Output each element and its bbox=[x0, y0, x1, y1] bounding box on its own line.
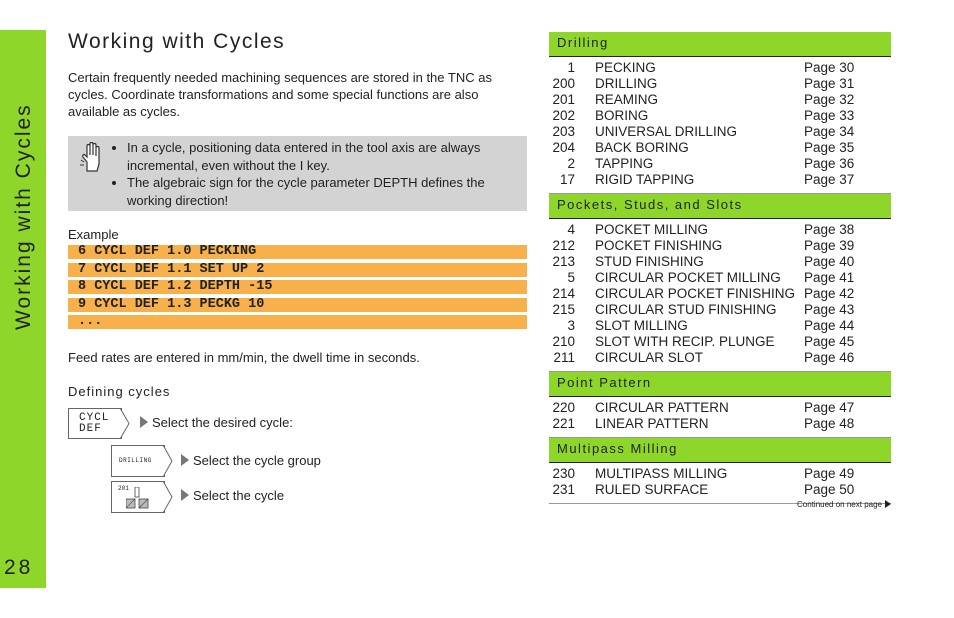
page-ref: Page 33 bbox=[804, 108, 855, 123]
table-row bbox=[549, 318, 891, 334]
step-arrow-icon bbox=[181, 454, 189, 466]
cycle-number: 201 bbox=[552, 92, 575, 107]
table-row bbox=[549, 254, 891, 270]
example-label: Example bbox=[68, 227, 119, 242]
cycle-number: 2 bbox=[567, 156, 575, 171]
page-ref: Page 44 bbox=[804, 318, 855, 333]
page-ref: Page 39 bbox=[804, 238, 855, 253]
cycle-name: TAPPING bbox=[595, 156, 654, 171]
cycle-201-label: 201 bbox=[118, 485, 129, 492]
table-row bbox=[549, 238, 891, 254]
key-arrow-icon bbox=[163, 481, 173, 513]
step-arrow-icon bbox=[181, 489, 189, 501]
cycl-def-key[interactable] bbox=[68, 408, 122, 439]
cycl-key-label-2: DEF bbox=[79, 423, 102, 435]
table-row bbox=[549, 222, 891, 238]
cycle-name: MULTIPASS MILLING bbox=[595, 466, 728, 481]
page-ref: Page 36 bbox=[804, 156, 855, 171]
cycle-name: LINEAR PATTERN bbox=[595, 416, 709, 431]
table-row bbox=[549, 156, 891, 172]
section-header: Multipass Milling bbox=[549, 438, 891, 463]
step-select-cycle-final: Select the cycle bbox=[181, 488, 284, 503]
cycle-number: 5 bbox=[567, 270, 575, 285]
code-block bbox=[68, 245, 527, 333]
cycle-number: 220 bbox=[552, 400, 575, 415]
step-select-cycle: Select the desired cycle: bbox=[140, 415, 293, 430]
table-row bbox=[549, 286, 891, 302]
page-number: 28 bbox=[4, 556, 34, 579]
page-ref: Page 42 bbox=[804, 286, 855, 301]
page-ref: Page 50 bbox=[804, 482, 855, 497]
cycle-table bbox=[549, 32, 891, 504]
table-row bbox=[549, 92, 891, 108]
cycle-number: 212 bbox=[552, 238, 575, 253]
page-title: Working with Cycles bbox=[68, 30, 286, 53]
cycle-name: DRILLING bbox=[595, 76, 658, 91]
table-row bbox=[549, 466, 891, 482]
table-row bbox=[549, 60, 891, 76]
cycle-number: 17 bbox=[559, 172, 575, 187]
table-row bbox=[549, 76, 891, 92]
section-rows bbox=[549, 463, 891, 504]
page-ref: Page 34 bbox=[804, 124, 855, 139]
section-rows bbox=[549, 397, 891, 438]
cycle-number: 204 bbox=[552, 140, 575, 155]
cycl-key-label-1: CYCL bbox=[79, 412, 110, 424]
cycle-number: 230 bbox=[552, 466, 575, 481]
step-arrow-icon bbox=[140, 416, 148, 428]
cycle-number: 200 bbox=[552, 76, 575, 91]
page-ref: Page 30 bbox=[804, 60, 855, 75]
cycle-number: 211 bbox=[553, 350, 575, 365]
table-row bbox=[549, 302, 891, 318]
cycle-number: 203 bbox=[552, 124, 575, 139]
cycle-name: REAMING bbox=[595, 92, 659, 107]
cycle-number: 214 bbox=[552, 286, 575, 301]
reaming-tool-icon bbox=[126, 487, 150, 509]
cycle-number: 231 bbox=[552, 482, 575, 497]
cycle-name: RULED SURFACE bbox=[595, 482, 709, 497]
cycle-name: UNIVERSAL DRILLING bbox=[595, 124, 738, 139]
cycle-number: 221 bbox=[552, 416, 575, 431]
table-row bbox=[549, 140, 891, 156]
hand-icon bbox=[80, 142, 106, 172]
section-header: Point Pattern bbox=[549, 372, 891, 397]
defining-heading: Defining cycles bbox=[68, 384, 171, 399]
cycle-number: 210 bbox=[552, 334, 575, 349]
key-arrow-icon bbox=[163, 445, 173, 477]
page-ref: Page 40 bbox=[804, 254, 855, 269]
drilling-softkey[interactable] bbox=[111, 445, 165, 477]
section-header: Pockets, Studs, and Slots bbox=[549, 194, 891, 219]
cycle-number: 213 bbox=[552, 254, 575, 269]
note-bullet: • The algebraic sign for the cycle parameter DEPTH defines the working direction! bbox=[127, 174, 521, 209]
page-ref: Page 45 bbox=[804, 334, 855, 349]
table-row bbox=[549, 334, 891, 350]
page-ref: Page 47 bbox=[804, 400, 855, 415]
cycle-name: POCKET FINISHING bbox=[595, 238, 723, 253]
code-line: 9 CYCL DEF 1.3 PECKG 10 bbox=[68, 298, 527, 312]
cycle-number: 202 bbox=[552, 108, 575, 123]
code-line: 8 CYCL DEF 1.2 DEPTH -15 bbox=[68, 280, 527, 294]
cycle-name: PECKING bbox=[595, 60, 656, 75]
continued-note: Continued on next page bbox=[797, 500, 891, 509]
step-select-group: Select the cycle group bbox=[181, 453, 321, 468]
page-ref: Page 49 bbox=[804, 466, 855, 481]
sidebar-title: Working with Cycles bbox=[12, 103, 35, 330]
table-row bbox=[549, 350, 891, 366]
cycle-number: 1 bbox=[567, 60, 575, 75]
cycle-number: 3 bbox=[567, 318, 575, 333]
table-row bbox=[549, 108, 891, 124]
page-ref: Page 31 bbox=[804, 76, 855, 91]
page-ref: Page 37 bbox=[804, 172, 855, 187]
cycle-number: 4 bbox=[567, 222, 575, 237]
page-ref: Page 35 bbox=[804, 140, 855, 155]
continue-arrow-icon bbox=[885, 500, 891, 508]
cycle-name: SLOT MILLING bbox=[595, 318, 688, 333]
table-row bbox=[549, 124, 891, 140]
key-arrow-icon bbox=[120, 408, 130, 439]
table-row bbox=[549, 400, 891, 416]
page-ref: Page 32 bbox=[804, 92, 855, 107]
feed-note: Feed rates are entered in mm/min, the dwell time in seconds. bbox=[68, 350, 420, 365]
table-row bbox=[549, 172, 891, 188]
cycle-201-softkey[interactable] bbox=[111, 481, 165, 513]
code-line: 6 CYCL DEF 1.0 PECKING bbox=[68, 245, 527, 259]
table-row bbox=[549, 482, 891, 498]
code-line: ... bbox=[68, 315, 527, 329]
cycle-name: STUD FINISHING bbox=[595, 254, 704, 269]
note-box bbox=[68, 136, 527, 211]
cycle-name: CIRCULAR SLOT bbox=[595, 350, 704, 365]
cycle-name: CIRCULAR POCKET FINISHING bbox=[595, 286, 796, 301]
cycle-name: CIRCULAR STUD FINISHING bbox=[595, 302, 777, 317]
sidebar-band bbox=[0, 30, 46, 588]
page-ref: Page 46 bbox=[804, 350, 855, 365]
code-line: 7 CYCL DEF 1.1 SET UP 2 bbox=[68, 263, 527, 277]
page-ref: Page 48 bbox=[804, 416, 855, 431]
table-row bbox=[549, 416, 891, 432]
cycle-name: CIRCULAR POCKET MILLING bbox=[595, 270, 781, 285]
section-header: Drilling bbox=[549, 32, 891, 57]
page-ref: Page 41 bbox=[804, 270, 855, 285]
cycle-name: CIRCULAR PATTERN bbox=[595, 400, 729, 415]
page-ref: Page 38 bbox=[804, 222, 855, 237]
note-bullet: • In a cycle, positioning data entered in the tool axis are always incremental, even without the I key. bbox=[127, 139, 521, 174]
cycle-name: BORING bbox=[595, 108, 649, 123]
cycle-name: SLOT WITH RECIP. PLUNGE bbox=[595, 334, 775, 349]
intro-paragraph: Certain frequently needed machining sequences are stored in the TNC as cycles. Coordinate transformations and some special functions are also available as cycles. bbox=[68, 70, 492, 119]
section-rows bbox=[549, 57, 891, 194]
cycle-name: RIGID TAPPING bbox=[595, 172, 695, 187]
cycle-name: BACK BORING bbox=[595, 140, 689, 155]
cycle-name: POCKET MILLING bbox=[595, 222, 709, 237]
table-row bbox=[549, 270, 891, 286]
drilling-softkey-label: DRILLING bbox=[119, 457, 152, 464]
section-rows bbox=[549, 219, 891, 372]
page-ref: Page 43 bbox=[804, 302, 855, 317]
cycle-number: 215 bbox=[552, 302, 575, 317]
note-list bbox=[113, 139, 529, 209]
